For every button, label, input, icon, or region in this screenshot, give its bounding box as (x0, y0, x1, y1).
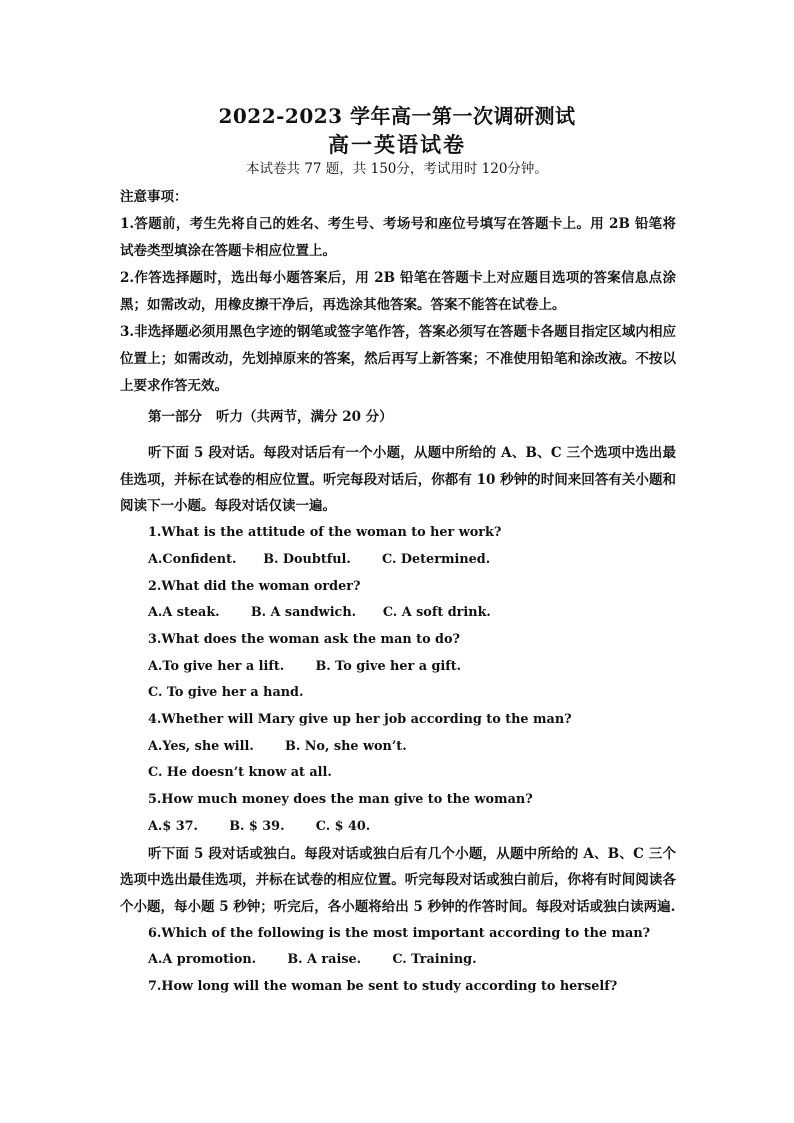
question-3-options-ab: A.To give her a lift. B. To give her a gift. (148, 658, 462, 674)
question-3: 3.What does the woman ask the man to do? (148, 631, 461, 647)
instructions-part-2: 听下面 5 段对话或独白。每段对话或独白后有几个小题，从题中所给的 A、B、C 三个选项中选出最佳选项，并标在试卷的相应位置。听完每段对话或独白前后，你将有时间阅读各个小题，每小题 5 秒钟；听完后，各小题将给出 5 秒钟的作答时间。每段对话或独白读两遍. (120, 845, 676, 915)
question-2: 2.What did the woman order? (148, 578, 361, 594)
question-6-options: A.A promotion. B. A raise. C. Training. (148, 952, 477, 968)
exam-title: 2022-2023 学年高一第一次调研测试 (218, 104, 576, 128)
question-2-options: A.A steak. B. A sandwich. C. A soft drink. (148, 605, 491, 621)
section-heading (148, 405, 393, 425)
question-4-options-ab: A.Yes, she will. B. No, she won’t. (148, 738, 407, 754)
question-1: 1.What is the attitude of the woman to her work? (148, 525, 502, 541)
listening-section (120, 440, 676, 1001)
section-part: 第一部分 (148, 409, 202, 425)
section-title: 听力（共两节，满分 20 分） (216, 409, 393, 425)
exam-info: 本试卷共 77 题，共 150分，考试用时 120分钟。 (246, 161, 548, 177)
question-7: 7.How long will the woman be sent to study according to herself? (148, 979, 618, 995)
note-item-2: 2.作答选择题时，选出每小题答案后，用 2B 铅笔在答题卡上对应题目选项的答案信息点涂黑；如需改动，用橡皮擦干净后，再选涂其他答案。答案不能答在试卷上。 (120, 270, 676, 313)
question-6: 6.Which of the following is the most important according to the man? (148, 925, 651, 941)
instructions-part-1: 听下面 5 段对话。每段对话后有一个小题，从题中所给的 A、B、C 三个选项中选出最佳选项，并标在试卷的相应位置。听完每段对话后，你都有 10 秒钟的时间来回答有关小题和阅读下一小题。每段对话仅读一遍。 (120, 445, 676, 515)
question-3-option-c: C. To give her a hand. (148, 685, 304, 701)
notes-heading: 注意事项： (120, 189, 188, 205)
question-5: 5.How much money does the man give to the woman? (148, 792, 533, 808)
question-1-options: A.Confident. B. Doubtful. C. Determined. (148, 551, 491, 567)
note-item-1: 1.答题前，考生先将自己的姓名、考生号、考场号和座位号填写在答题卡上。用 2B 铅笔将试卷类型填涂在答题卡相应位置上。 (120, 216, 676, 259)
notes-section (120, 184, 676, 400)
note-item-3: 3.非选择题必须用黑色字迹的钢笔或签字笔作答，答案必须写在答题卡各题目指定区域内相应位置上；如需改动，先划掉原来的答案，然后再写上新答案；不准使用铅笔和涂改液。不按以上要求作答无效。 (120, 324, 676, 394)
question-5-options: A.$ 37. B. $ 39. C. $ 40. (148, 818, 371, 834)
question-4: 4.Whether will Mary give up her job according to the man? (148, 712, 572, 728)
question-4-option-c: C. He doesn’t know at all. (148, 765, 332, 781)
exam-subject-title: 高一英语试卷 (328, 132, 466, 157)
